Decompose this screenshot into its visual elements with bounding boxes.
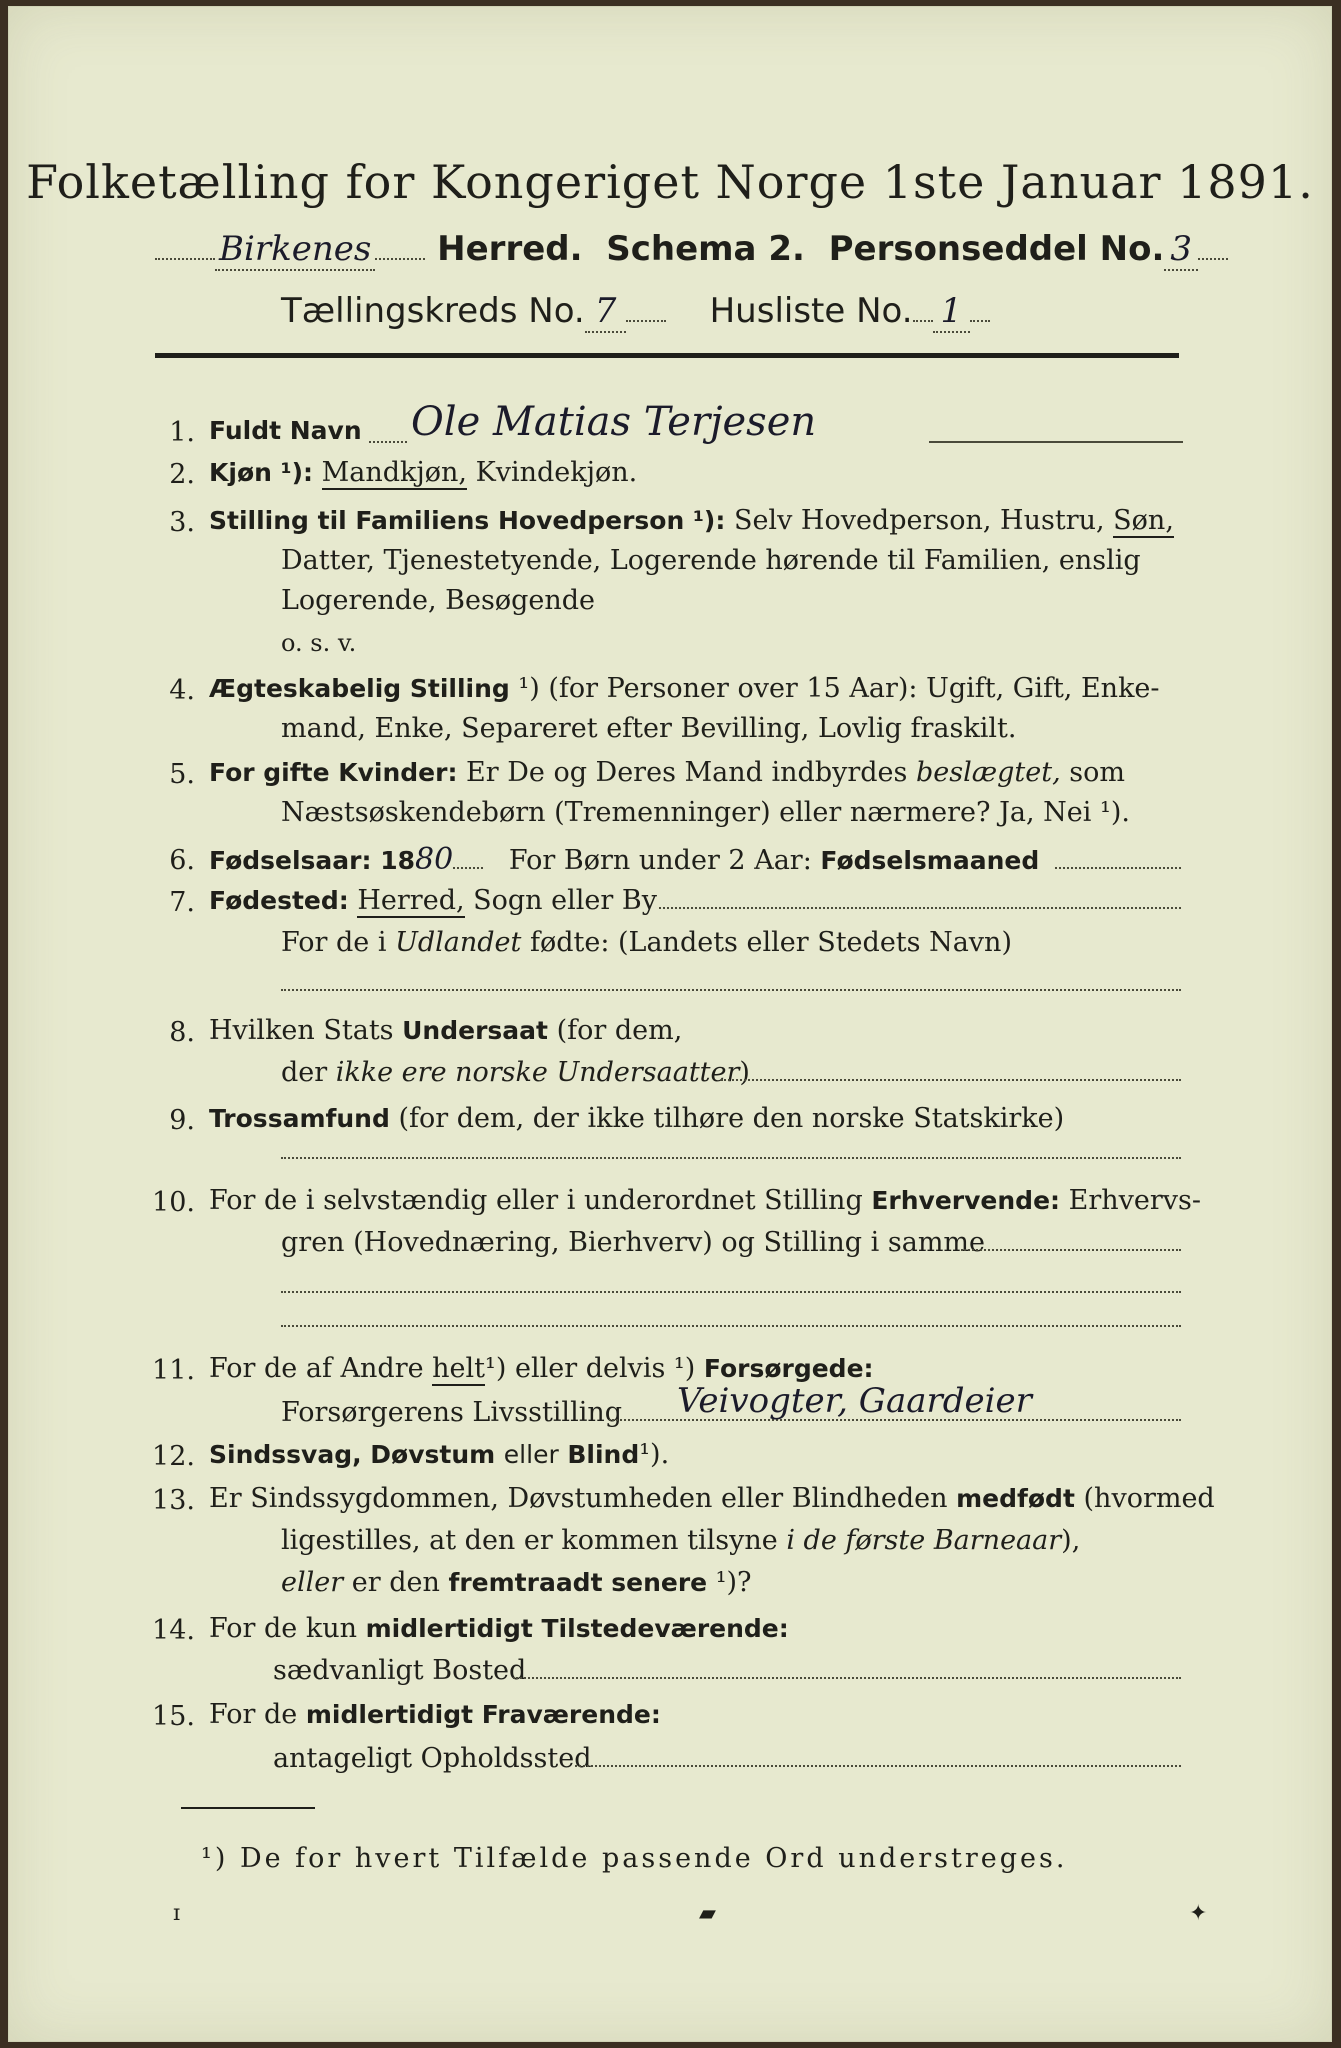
dots — [913, 320, 933, 322]
item-option-selected: Herred, — [357, 885, 465, 916]
item-8 — [209, 1017, 682, 1044]
item-text: Sogn eller By — [464, 885, 657, 916]
item-12 — [209, 1441, 669, 1468]
dots — [375, 258, 425, 260]
item-5 — [209, 759, 1125, 786]
item-13 — [209, 1485, 1215, 1512]
dotted-line — [929, 441, 1183, 443]
dots — [155, 258, 215, 260]
item-text: er den — [351, 1567, 440, 1598]
item-number: 1. — [169, 417, 195, 448]
item-number: 11. — [152, 1355, 195, 1386]
item-text: ), — [1061, 1525, 1081, 1556]
taellingskreds-value: 7 — [585, 291, 627, 333]
header-rule — [155, 353, 1179, 358]
item-number: 9. — [169, 1105, 195, 1136]
item-line — [281, 1527, 1080, 1554]
item-text: ¹) eller delvis ¹) — [485, 1353, 696, 1384]
dots — [626, 320, 666, 322]
item-text: Hvilken Stats — [209, 1015, 394, 1046]
husliste-label: Husliste No. — [709, 291, 913, 331]
footnote: ¹) De for hvert Tilfælde passende Ord understreges. — [201, 1843, 1068, 1874]
item-11 — [209, 1355, 874, 1382]
item-text: ¹)? — [715, 1567, 752, 1598]
item-number: 14. — [152, 1615, 195, 1646]
dots — [970, 320, 990, 322]
item-number: 6. — [169, 845, 195, 876]
item-text: ¹). — [639, 1439, 670, 1470]
item-text: (for dem, — [556, 1015, 683, 1046]
taellingskreds-label: Tællingskreds No. — [281, 291, 585, 331]
item-1 — [209, 417, 362, 444]
item-text-italic: eller — [281, 1567, 344, 1598]
schema-label: Schema 2. — [606, 229, 805, 269]
item-text: (for dem, der ikke tilhøre den norske Statskirke) — [398, 1103, 1065, 1134]
dotted-line — [281, 1325, 1181, 1327]
item-number: 12. — [152, 1441, 195, 1472]
item-line: Næstsøskendebørn (Tremenninger) eller nærmere? Ja, Nei ¹). — [281, 797, 1130, 828]
item-line: Forsørgerens Livsstilling — [281, 1397, 623, 1428]
dotted-line — [575, 1765, 1181, 1767]
item-text: For de i selvstændig eller i underordnet Stilling — [209, 1185, 863, 1216]
header-line-1 — [155, 229, 1228, 271]
item-text: Er Sindssygdommen, Døvstumheden eller Blindheden — [209, 1483, 948, 1514]
item-text: For de af Andre — [209, 1353, 424, 1384]
item-text: som — [1069, 757, 1125, 788]
dots — [453, 867, 483, 869]
item-label: Kjøn ¹): — [209, 458, 313, 487]
husliste-value: 1 — [933, 291, 971, 333]
item-10 — [209, 1187, 1201, 1214]
item-label: Stilling til Familiens Hovedperson ¹): — [209, 506, 726, 535]
dotted-line — [369, 441, 407, 443]
name-value: Ole Matias Terjesen — [411, 399, 817, 445]
item-6 — [209, 842, 1040, 877]
item-number: 3. — [169, 507, 195, 538]
item-label: Fødested: — [209, 886, 349, 915]
item-label: Ægteskabelig Stilling — [209, 674, 510, 703]
footnote-rule — [181, 1807, 315, 1809]
item-text: For de i — [281, 927, 387, 958]
item-option-selected: helt — [432, 1353, 486, 1384]
item-14 — [209, 1615, 789, 1642]
item-2 — [209, 459, 637, 486]
item-text: ligestilles, at den er kommen tilsyne — [281, 1525, 778, 1556]
margin-mark: ▰ — [699, 1901, 716, 1926]
item-text-italic: i de første Barneaar — [786, 1525, 1062, 1556]
personseddel-label: Personseddel No. — [828, 229, 1165, 269]
item-number: 7. — [169, 887, 195, 918]
dotted-line — [1055, 867, 1181, 869]
dotted-line — [281, 1291, 1181, 1293]
item-label: Trossamfund — [209, 1104, 390, 1133]
item-text: eller — [503, 1440, 559, 1469]
item-line: sædvanligt Bosted — [273, 1655, 527, 1686]
item-7 — [209, 887, 657, 914]
margin-mark: ✦ — [1189, 1901, 1208, 1926]
item-line: o. s. v. — [281, 629, 357, 657]
item-label: Blind — [567, 1440, 640, 1469]
form-title: Folketælling for Kongeriget Norge 1ste Januar 1891. — [26, 155, 1314, 209]
item-line: mand, Enke, Separeret efter Bevilling, Lovlig fraskilt. — [281, 713, 1017, 744]
item-text: For de — [209, 1699, 298, 1730]
item-text-italic: ikke ere norske Undersaatter — [335, 1057, 740, 1088]
item-number: 8. — [169, 1017, 195, 1048]
item-label: Erhvervende: — [871, 1186, 1061, 1215]
item-line: der ikke ere norske Undersaatter) — [281, 1057, 750, 1088]
margin-mark: ɪ — [173, 1901, 181, 1926]
item-line: antageligt Opholdssted — [273, 1743, 592, 1774]
dotted-line — [721, 1079, 1181, 1081]
item-15 — [209, 1701, 661, 1728]
item-label: fremtraadt senere — [448, 1568, 708, 1597]
item-text-italic: Udlandet — [395, 927, 522, 958]
census-form — [8, 6, 1332, 2042]
item-text: der — [281, 1057, 328, 1088]
item-option-selected: Søn, — [1113, 505, 1174, 536]
item-label: Fuldt Navn — [209, 416, 362, 445]
dotted-line — [281, 989, 1181, 991]
item-9 — [209, 1105, 1064, 1132]
item-label: Forsørgede: — [703, 1354, 874, 1383]
dotted-line — [281, 1157, 1181, 1159]
dots — [1198, 258, 1228, 260]
provider-occupation-value: Veivogter, Gaardeier — [677, 1381, 1032, 1421]
item-number: 15. — [152, 1701, 195, 1732]
item-line: Datter, Tjenestetyende, Logerende hørende til Familien, enslig — [281, 545, 1141, 576]
item-3 — [209, 507, 1174, 534]
item-label: For gifte Kvinder: — [209, 758, 458, 787]
item-number: 13. — [152, 1485, 195, 1516]
item-number: 2. — [169, 459, 195, 490]
herred-value: Birkenes — [215, 229, 375, 271]
birth-year-value: 80 — [414, 842, 454, 877]
item-text: (hvormed — [1083, 1483, 1215, 1514]
item-label: Undersaat — [402, 1016, 548, 1045]
item-label: Sindssvag, Døvstum — [209, 1440, 496, 1469]
personseddel-value: 3 — [1164, 229, 1198, 271]
item-text: fødte: (Landets eller Stedets Navn) — [529, 927, 1012, 958]
header-line-2 — [281, 291, 990, 333]
item-line: gren (Hovednæring, Bierhverv) og Stilling i samme — [281, 1227, 986, 1258]
item-label: Fødselsaar: 18 — [209, 846, 415, 875]
item-number: 5. — [169, 759, 195, 790]
item-text-italic: beslægtet, — [915, 757, 1061, 788]
item-label: midlertidigt Fraværende: — [305, 1700, 661, 1729]
item-line: Logerende, Besøgende — [281, 585, 595, 616]
item-text: For de kun — [209, 1613, 357, 1644]
item-label: medfødt — [956, 1484, 1075, 1513]
herred-label: Herred. — [437, 229, 583, 269]
item-line — [281, 929, 1012, 956]
item-number: 10. — [152, 1187, 195, 1218]
item-line — [281, 1569, 752, 1596]
item-text: For Børn under 2 Aar: — [508, 845, 812, 876]
item-4 — [209, 675, 1160, 702]
item-text: Er De og Deres Mand indbyrdes — [466, 757, 908, 788]
item-text: Selv Hovedperson, Hustru, — [733, 505, 1105, 536]
item-number: 4. — [169, 675, 195, 706]
item-label: Fødselsmaaned — [820, 846, 1040, 875]
item-text: ¹) (for Personer over 15 Aar): Ugift, Gift, Enke- — [518, 673, 1160, 704]
item-text: Kvindekjøn. — [466, 457, 638, 488]
dotted-line — [961, 1249, 1181, 1251]
dotted-line — [659, 907, 1181, 909]
dotted-line — [513, 1677, 1181, 1679]
item-text: Erhvervs- — [1068, 1185, 1202, 1216]
item-label: midlertidigt Tilstedeværende: — [365, 1614, 789, 1643]
item-option-selected: Mandkjøn, — [321, 457, 467, 488]
